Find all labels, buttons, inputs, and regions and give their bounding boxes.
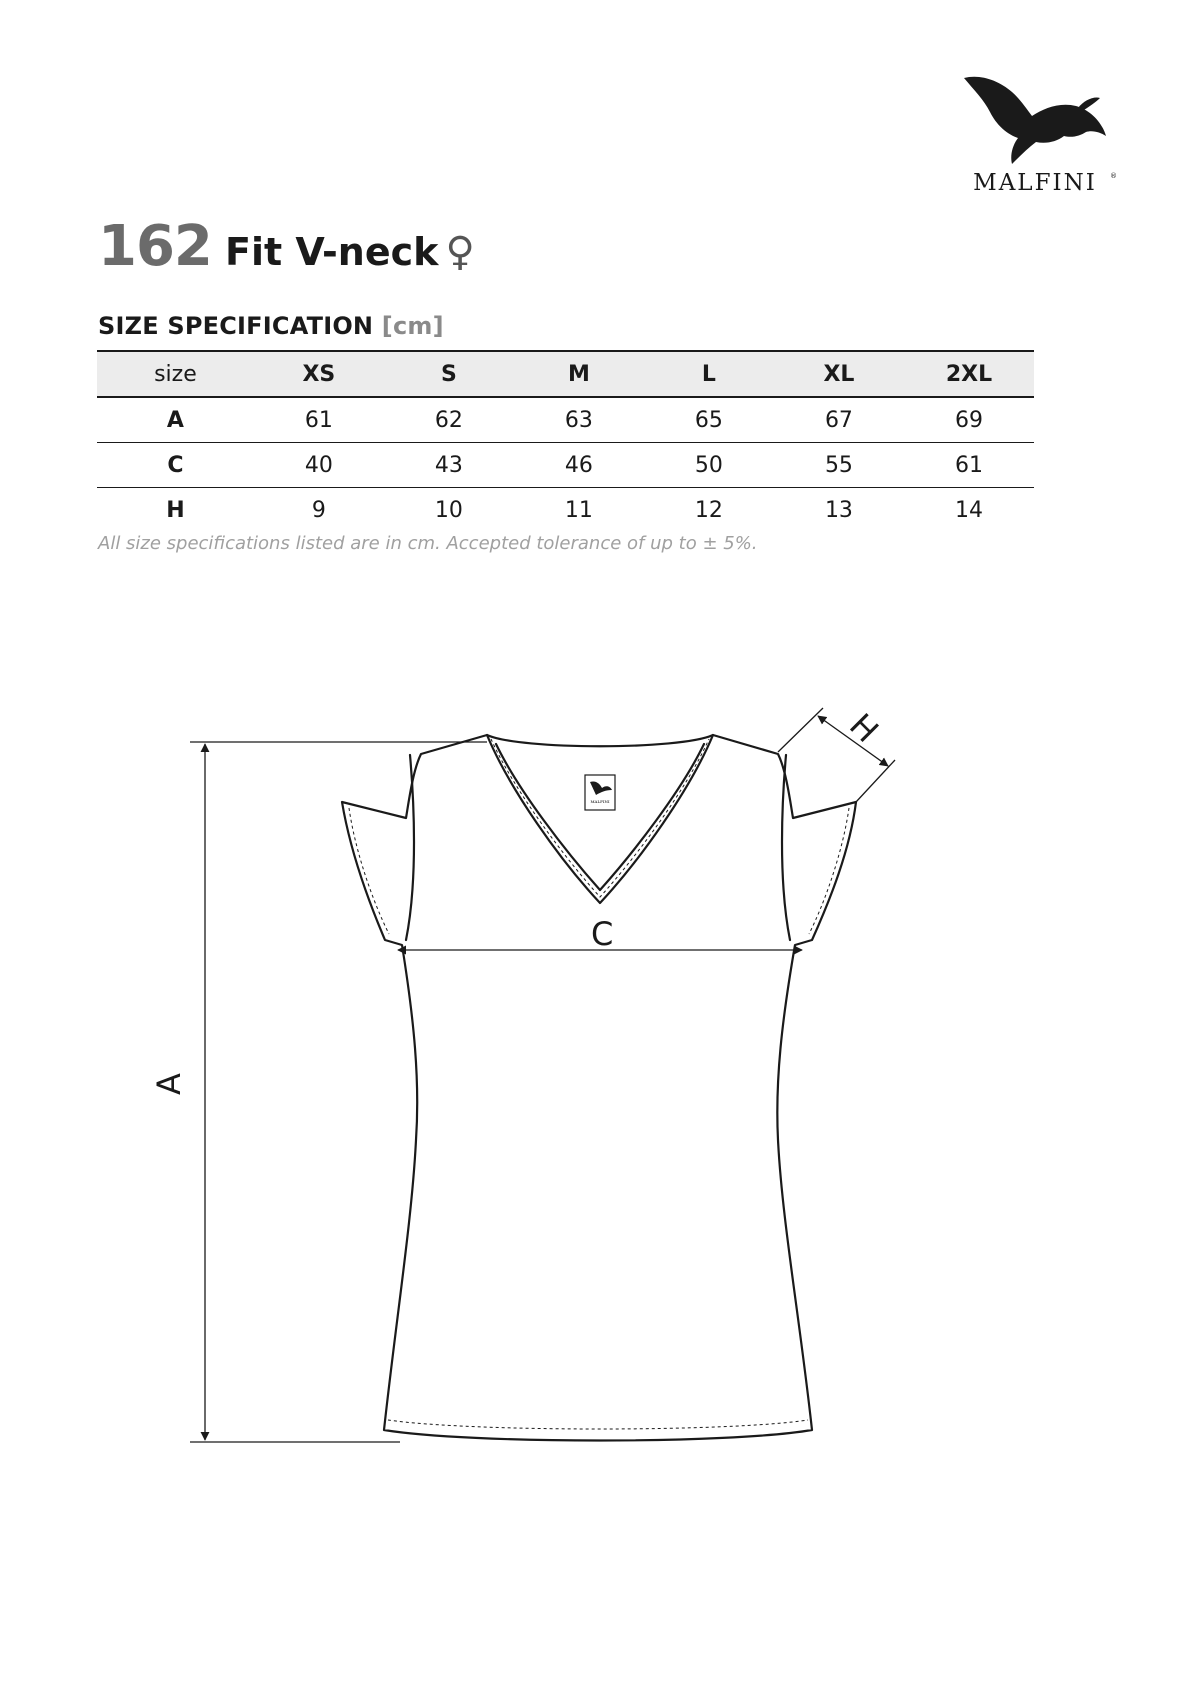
row-label: H <box>166 497 185 523</box>
table-header-row <box>97 351 1034 397</box>
table-cell: 11 <box>564 497 593 523</box>
neck-label-tag <box>585 775 615 810</box>
spec-unit: [cm] <box>381 312 444 340</box>
neckline-stitch <box>491 739 709 897</box>
dimension-h-extension-top <box>778 708 823 752</box>
table-row <box>97 397 1034 443</box>
table-cell: 69 <box>904 397 1034 443</box>
registered-mark: ® <box>1110 172 1117 180</box>
dimension-h-extension-bottom <box>856 760 895 802</box>
tag-text: MALFINI <box>590 799 610 804</box>
table-cell: 43 <box>384 443 514 488</box>
table-cell: 12 <box>694 497 723 523</box>
left-sleeve-stitch <box>349 808 389 934</box>
neckline-inner <box>496 744 704 890</box>
neckline-outer <box>487 735 713 903</box>
shirt-outline <box>342 735 856 1441</box>
left-sleeve-seam <box>406 755 414 940</box>
dimension-a-label: A <box>149 1073 188 1095</box>
column-header: S <box>384 351 514 397</box>
table-cell: 61 <box>904 443 1034 488</box>
column-header: XS <box>254 351 384 397</box>
table-cell: 14 <box>954 497 983 523</box>
product-number: 162 <box>98 214 212 279</box>
tolerance-note: All size specifications listed are in cm. Accepted tolerance of up to ± 5%. <box>98 533 758 554</box>
hem-stitch <box>388 1420 808 1429</box>
table-row <box>97 488 1034 533</box>
spec-heading-text: SIZE SPECIFICATION <box>98 312 374 340</box>
size-table <box>97 350 1034 532</box>
dimension-c-label: C <box>591 915 614 953</box>
row-label: C <box>97 443 254 488</box>
column-header: L <box>644 351 774 397</box>
table-cell: 55 <box>774 443 904 488</box>
column-header: M <box>514 351 644 397</box>
table-cell: 65 <box>644 397 774 443</box>
table-cell: 67 <box>774 397 904 443</box>
row-label: A <box>97 397 254 443</box>
brand-wordmark: MALFINI <box>973 170 1097 196</box>
garment-diagram <box>0 640 1200 1480</box>
product-name: Fit V-neck <box>225 230 439 274</box>
table-cell: 13 <box>824 497 853 523</box>
right-sleeve-stitch <box>809 808 849 934</box>
table-cell: 46 <box>514 443 644 488</box>
dimension-h-label: H <box>842 706 886 750</box>
female-symbol-icon: ♀ <box>445 229 475 275</box>
product-title <box>98 214 475 284</box>
table-cell: 10 <box>434 497 463 523</box>
table-cell: 62 <box>384 397 514 443</box>
table-cell: 40 <box>254 443 384 488</box>
table-cell: 63 <box>514 397 644 443</box>
table-cell: 61 <box>254 397 384 443</box>
column-header: 2XL <box>904 351 1034 397</box>
table-cell: 50 <box>644 443 774 488</box>
column-header: size <box>97 351 254 397</box>
column-header: XL <box>774 351 904 397</box>
table-cell: 9 <box>311 497 326 523</box>
table-row <box>97 443 1034 488</box>
brand-logo <box>950 72 1120 202</box>
spec-heading <box>98 312 444 340</box>
eagle-icon <box>960 72 1110 172</box>
